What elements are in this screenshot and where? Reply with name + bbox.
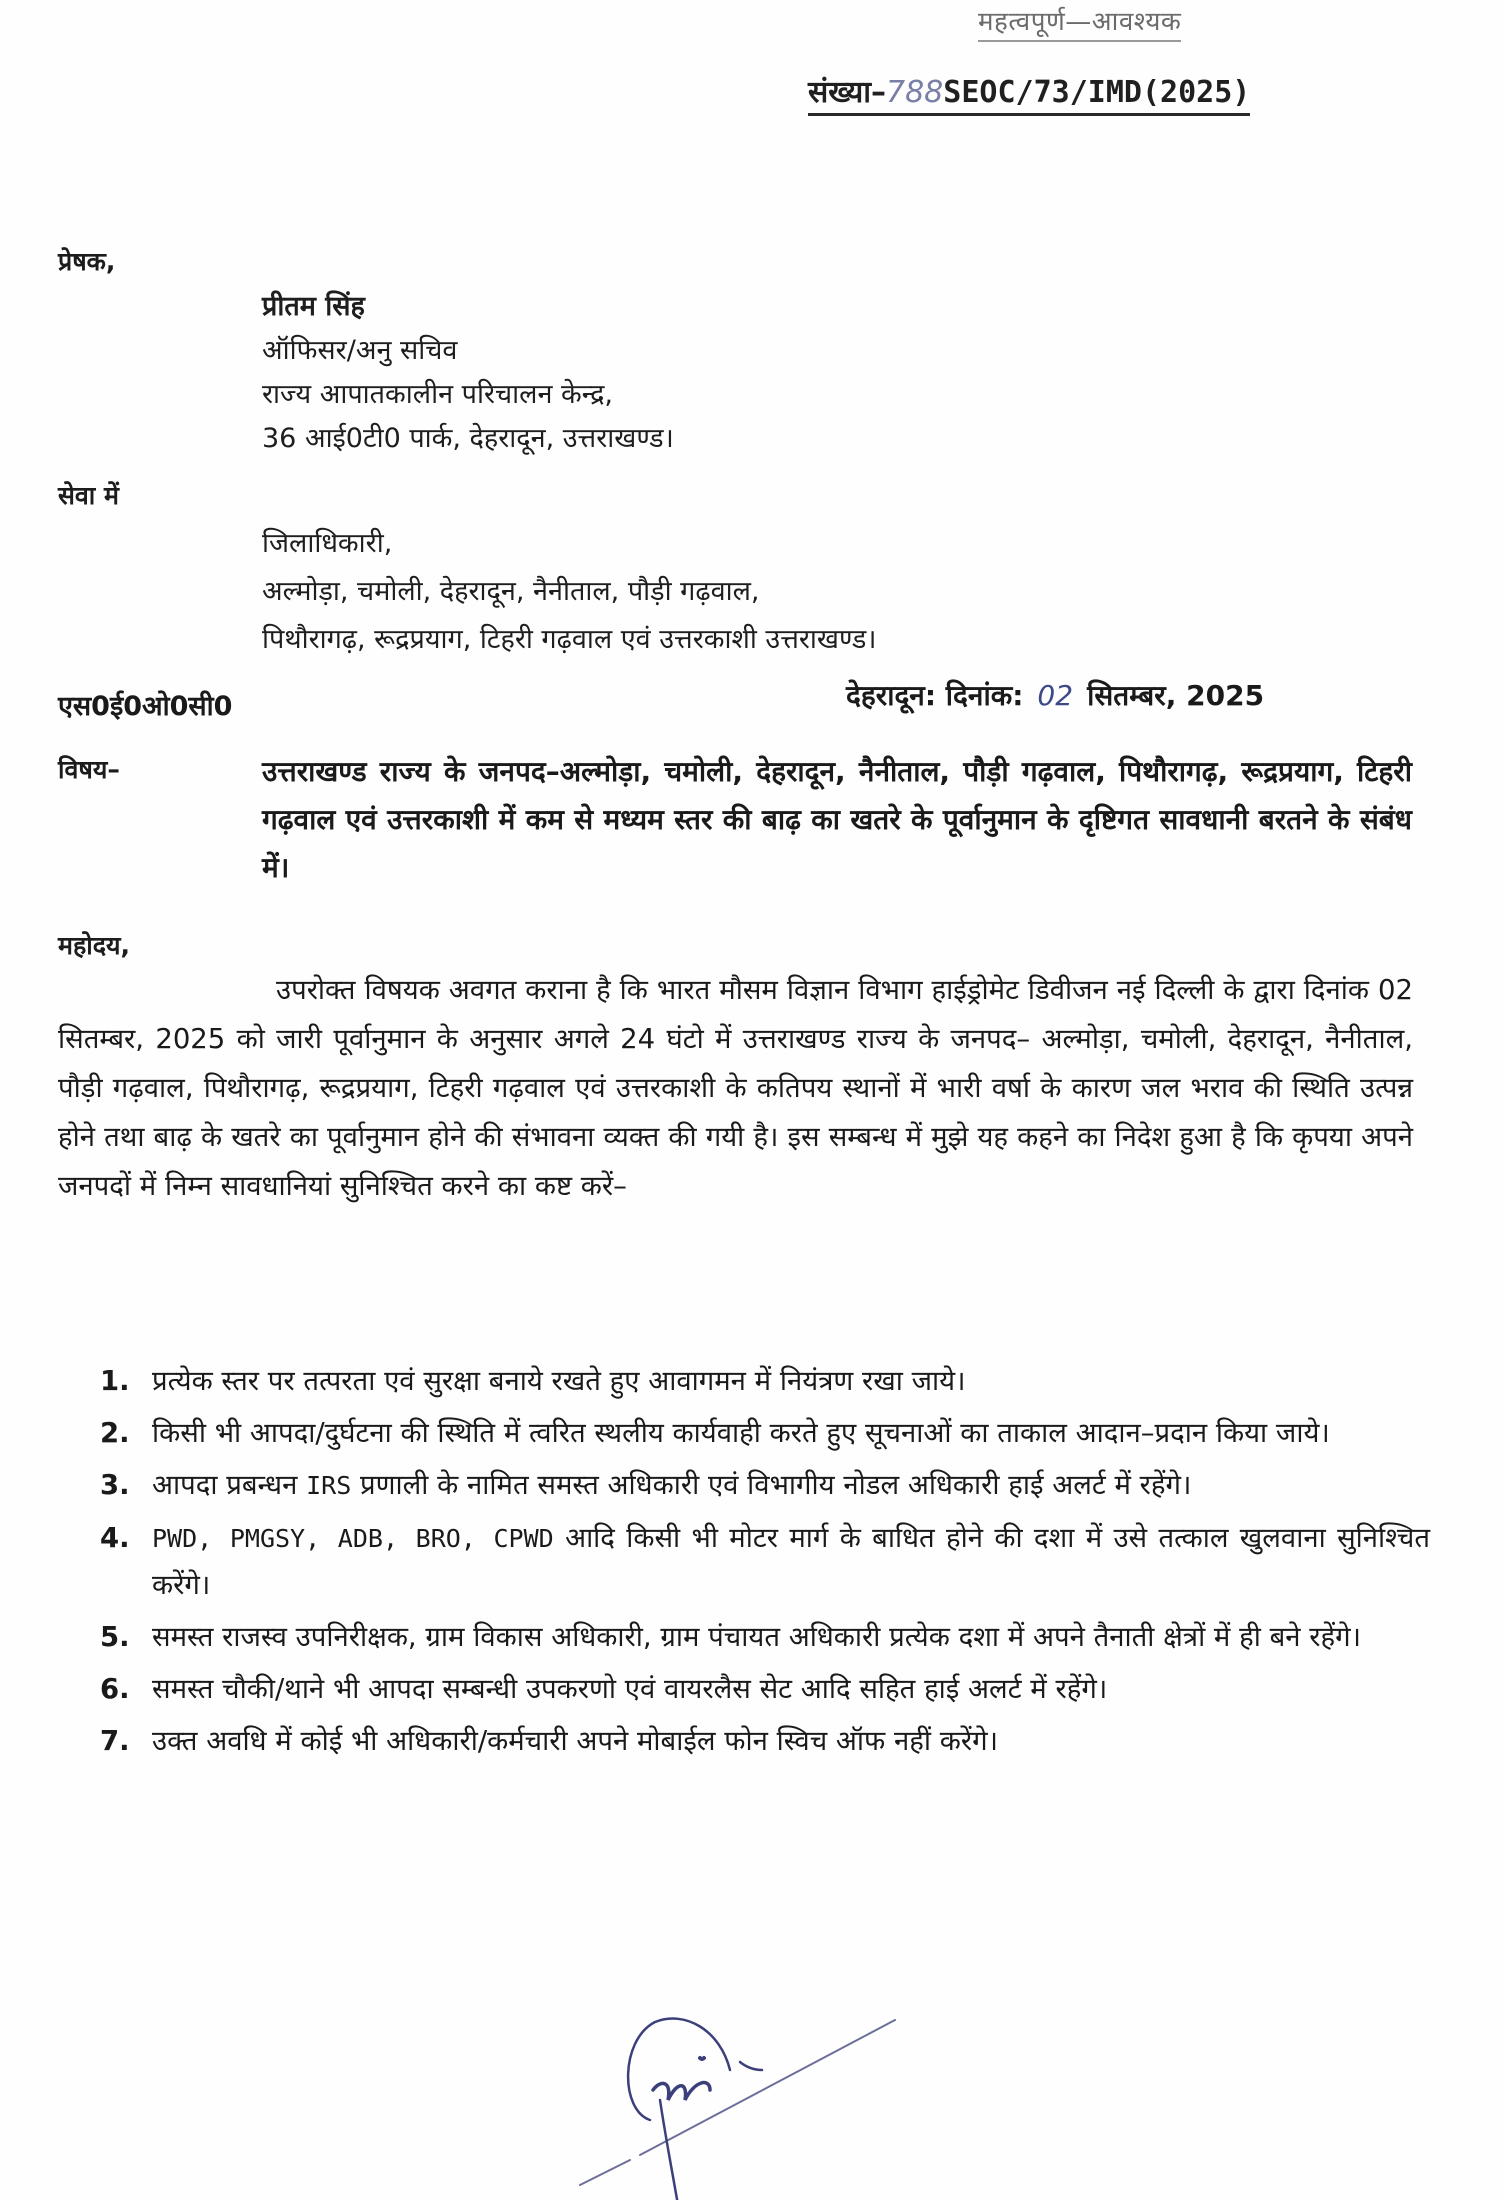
item-text-wrapper [152, 1515, 1430, 1608]
item-number: 6. [100, 1673, 130, 1705]
month-year: सितम्बर, 2025 [1087, 679, 1265, 712]
instruction-item-5 [100, 1614, 1430, 1660]
item-number: 7. [100, 1725, 130, 1757]
item-number: 3. [100, 1469, 130, 1501]
body-paragraph: उपरोक्त विषयक अवगत कराना है कि भारत मौसम विज्ञान विभाग हाईड्रोमेट डिवीजन नई दिल्ली के द्वारा दिनांक 02 सितम्बर, 2025 को जारी पूर्वानुमान के अनुसार अगले 24 घंटो में उत्तराखण्ड राज्य के जनपद– अल्मोड़ा, चमोली, देहरादून, नैनीताल, पौड़ी गढ़वाल, पिथौरागढ़, रूद्रप्रयाग, टिहरी गढ़वाल एवं उत्तरकाशी के कतिपय स्थानों में भारी वर्षा के कारण जल भराव की स्थिति उत्पन्न होने तथा बाढ़ के खतरे का पूर्वानुमान होने की संभावना व्यक्त की गयी है। इस सम्बन्ध में मुझे यह कहने का निदेश हुआ है कि कृपया अपने जनपदों में निम्न सावधानियां सुनिश्चित करने का कष्ट करें– [58, 974, 1414, 1202]
item-text: उक्त अवधि में कोई भी अधिकारी/कर्मचारी अपने मोबाईल फोन स्विच ऑफ नहीं करेंगे। [152, 1725, 998, 1757]
subject-label: विषय– [58, 755, 120, 784]
item-acronyms: PWD, PMGSY, ADB, BRO, CPWD [152, 1524, 554, 1553]
instruction-item-1 [100, 1358, 1430, 1404]
priority-stamp: महत्वपूर्ण—आवश्यक [978, 2, 1181, 42]
item-number: 1. [100, 1365, 130, 1397]
sender-address: 36 आई0टी0 पार्क, देहरादून, उत्तराखण्ड। [262, 423, 674, 454]
reference-suffix: IMD(2025) [1087, 75, 1251, 110]
recipient-title: जिलाधिकारी, [262, 528, 393, 559]
recipient-block [262, 520, 877, 664]
sender-designation: ऑफिसर/अनु सचिव [262, 335, 458, 366]
item-text: किसी भी आपदा/दुर्घटना की स्थिति में त्वरित स्थलीय कार्यवाही करते हुए सूचनाओं का ताकाल आदान–प्रदान किया जाये। [152, 1417, 1330, 1449]
instruction-item-6 [100, 1666, 1430, 1712]
recipient-districts-line-2: पिथौरागढ़, रूद्रप्रयाग, टिहरी गढ़वाल एवं उत्तरकाशी उत्तराखण्ड। [262, 624, 877, 655]
item-text: प्रत्येक स्तर पर तत्परता एवं सुरक्षा बनाये रखते हुए आवागमन में नियंत्रण रखा जाये। [152, 1365, 966, 1397]
handwritten-reference-number: 788 [886, 75, 944, 110]
sender-name: प्रीतम सिंह [262, 291, 365, 322]
recipient-label: सेवा में [58, 481, 119, 510]
signature-icon [560, 2010, 1020, 2200]
reference-number [808, 70, 1250, 116]
salutation: महोदय, [58, 931, 130, 960]
sender-label: प्रेषक, [58, 247, 116, 276]
instruction-item-3 [100, 1462, 1430, 1509]
instruction-item-2 [100, 1410, 1430, 1456]
handwritten-signature [560, 2010, 1020, 2200]
subject-text: उत्तराखण्ड राज्य के जनपद–अल्मोड़ा, चमोली, देहरादून, नैनीताल, पौड़ी गढ़वाल, पिथौरागढ़, रूद्रप्रयाग, टिहरी गढ़वाल एवं उत्तरकाशी में कम से मध्यम स्तर की बाढ़ का खतरे के पूर्वानुमान के दृष्टिगत सावधानी बरतने के संबंध में। [262, 755, 1412, 884]
recipient-districts-line-1: अल्मोड़ा, चमोली, देहरादून, नैनीताल, पौड़ी गढ़वाल, [262, 576, 760, 607]
item-text: समस्त राजस्व उपनिरीक्षक, ग्राम विकास अधिकारी, ग्राम पंचायत अधिकारी प्रत्येक दशा में अपने तैनाती क्षेत्रों में ही बने रहेंगे। [152, 1621, 1362, 1653]
item-text-pre: आपदा प्रबन्धन [152, 1469, 298, 1501]
sender-block [262, 285, 674, 461]
instruction-list [100, 1358, 1430, 1770]
item-text: आदि किसी भी मोटर मार्ग के बाधित होने की दशा में उसे तत्काल खुलवाना सुनिश्चित करेंगे। [152, 1522, 1430, 1601]
reference-prefix: संख्या– [808, 75, 886, 110]
item-number: 4. [100, 1522, 130, 1554]
place-date-prefix: देहरादून: दिनांक: [846, 679, 1024, 712]
instruction-item-7 [100, 1718, 1430, 1764]
item-text: प्रणाली के नामित समस्त अधिकारी एवं विभागीय नोडल अधिकारी हाई अलर्ट में रहेंगे। [360, 1469, 1192, 1501]
item-number: 2. [100, 1417, 130, 1449]
item-number: 5. [100, 1621, 130, 1653]
office-code: एस0ई0ओ0सी0 [58, 691, 233, 722]
item-text: समस्त चौकी/थाने भी आपदा सम्बन्धी उपकरणो एवं वायरलैस सेट आदि सहित हाई अलर्ट में रहेंगे। [152, 1673, 1108, 1705]
instruction-item-4 [100, 1515, 1430, 1608]
place-date [846, 676, 1264, 714]
reference-code: SEOC/73/ [943, 75, 1088, 110]
item-acronym: IRS [306, 1471, 352, 1500]
handwritten-day: 02 [1037, 679, 1074, 712]
sender-office: राज्य आपातकालीन परिचालन केन्द्र, [262, 379, 614, 410]
item-text-wrapper [152, 1462, 1430, 1509]
